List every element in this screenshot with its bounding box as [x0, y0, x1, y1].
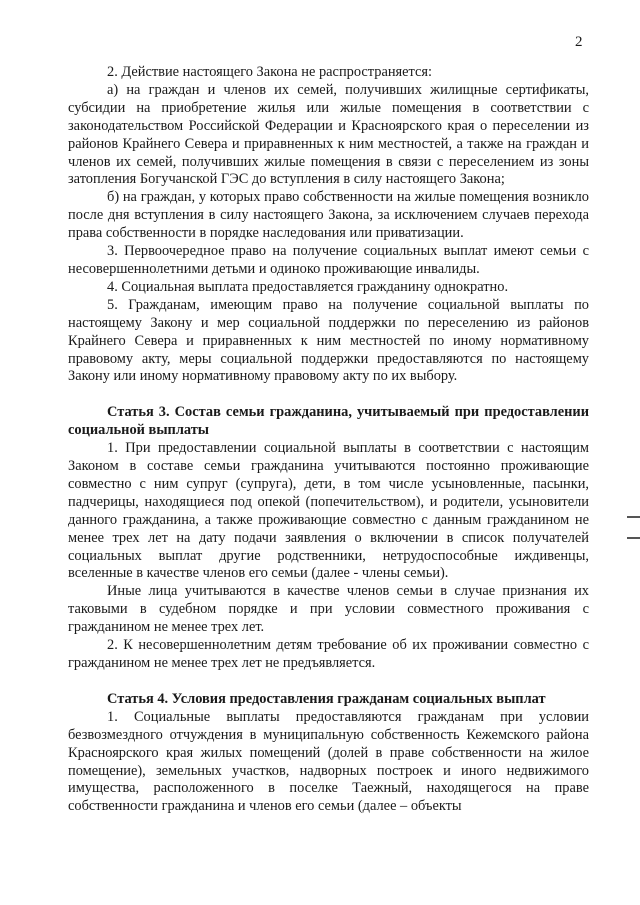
- article-heading: Статья 3. Состав семьи гражданина, учитываемый при предоставлении социальной выплаты: [68, 404, 589, 439]
- scan-edge-mark: [627, 537, 640, 539]
- scan-edge-mark: [627, 516, 640, 518]
- paragraph: Иные лица учитываются в качестве членов семьи в случае признания их таковыми в судебном порядке и при условии совместного проживания с гражданином не менее трех лет.: [68, 583, 589, 636]
- paragraph: 1. Социальные выплаты предоставляются гражданам при условии безвозмездного отчуждения в муниципальную собственность Кежемского района Красноярского края жилых помещений (долей в праве собственности на жилое помещение), земельных участков, надворных построек и иного недвижимого имущества, расположенного в поселке Таежный, находящегося на праве собственности гражданина и членов его семьи (далее – объекты: [68, 708, 589, 815]
- document-body: [68, 64, 589, 816]
- paragraph: 3. Первоочередное право на получение социальных выплат имеют семьи с несовершеннолетними детьми и одиноко проживающие инвалиды.: [68, 243, 589, 277]
- paragraph: 4. Социальная выплата предоставляется гражданину однократно.: [107, 278, 509, 295]
- paragraph: б) на граждан, у которых право собственности на жилые помещения возникло после дня вступления в силу настоящего Закона, за исключением случаев перехода права собственности в порядке наследования или приватизации.: [68, 189, 589, 242]
- paragraph: а) на граждан и членов их семей, получивших жилищные сертификаты, субсидии на приобретение жилья или жилые помещения в соответствии с законодательством Российской Федерации и Красноярского края о переселении из районов Крайнего Севера и приравненных к ним местностей, а также на граждан и членов их семей, получивших жилые помещения в связи с переселением из зоны затопления Богучанской ГЭС до вступления в силу настоящего Закона;: [68, 81, 589, 188]
- article-heading: Статья 4. Условия предоставления гражданам социальных выплат: [107, 690, 546, 707]
- page-number: 2: [575, 34, 583, 50]
- paragraph: 5. Гражданам, имеющим право на получение социальной выплаты по настоящему Закону и мер социальной поддержки по переселению из районов Крайнего Севера и приравненных к ним местностей по иному нормативному правовому акту, меры социальной поддержки предоставляются по настоящему Закону или иному нормативному правовому акту по их выбору.: [68, 296, 589, 385]
- paragraph: 2. Действие настоящего Закона не распространяется:: [107, 64, 433, 80]
- paragraph: 2. К несовершеннолетним детям требование об их проживании совместно с гражданином не менее трех лет не предъявляется.: [68, 637, 589, 671]
- paragraph: 1. При предоставлении социальной выплаты в соответствии с настоящим Законом в составе семьи гражданина учитываются постоянно проживающие совместно с ним супруг (супруга), дети, в том числе усыновленные, пасынки, падчерицы, находящиеся под опекой (попечительством), и родители, усыновители данного гражданина, а также проживающие совместно с данным гражданином не менее трех лет на дату подачи заявления о включении в список получателей социальных выплат другие родственники, нетрудоспособные иждивенцы, вселенные в качестве членов его семьи (далее - члены семьи).: [68, 440, 589, 582]
